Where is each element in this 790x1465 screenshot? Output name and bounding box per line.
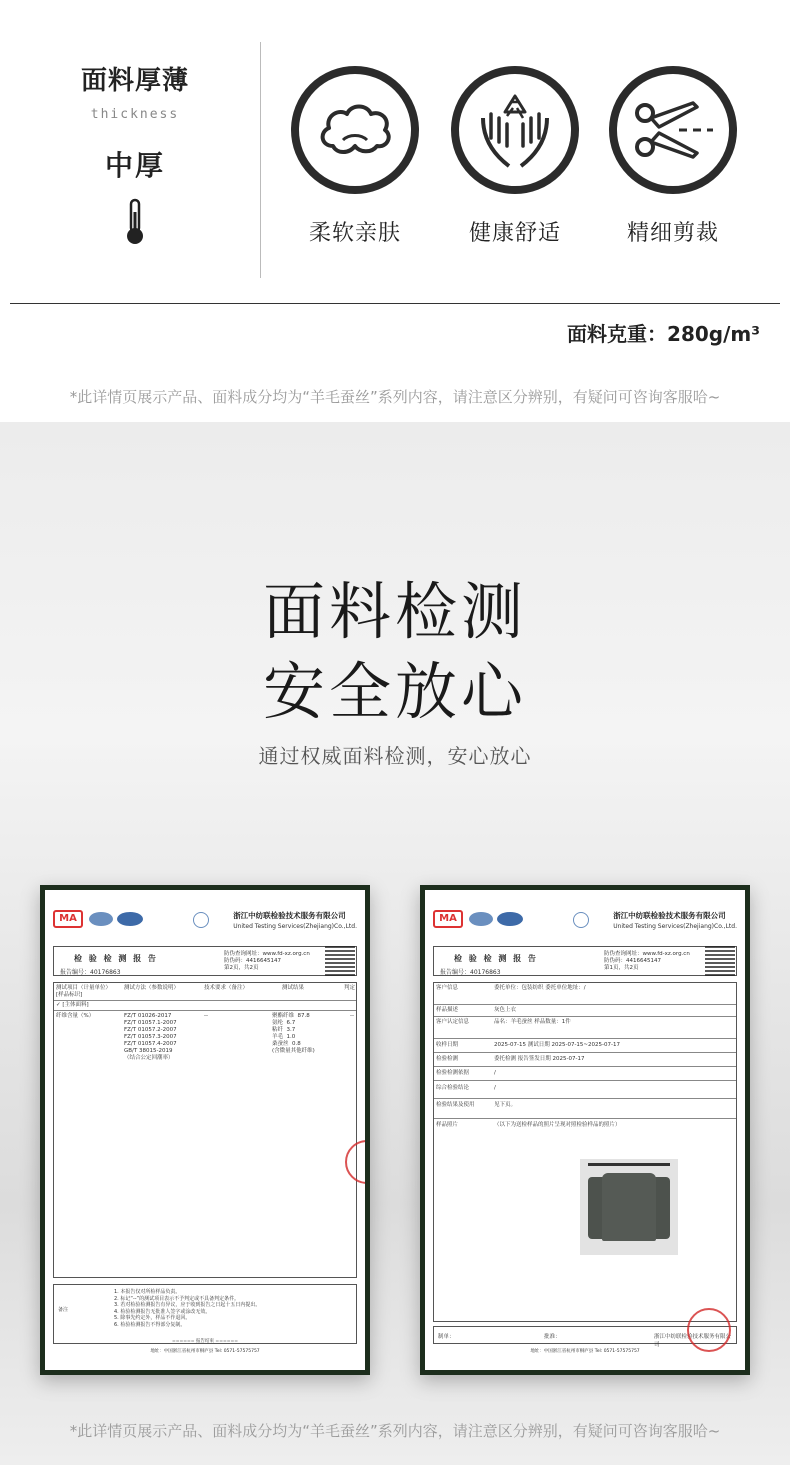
table-row: ✓ [主体面料] xyxy=(54,1001,356,1011)
report-table xyxy=(53,982,357,1278)
headline-line2: 安全放心 xyxy=(262,655,527,728)
table-row: 样品照片 （以下为送检样品的照片呈现对照检验样品的照片） xyxy=(436,1122,621,1128)
cnas-logo xyxy=(497,912,523,926)
feature-label: 柔软亲肤 xyxy=(308,221,401,246)
notice-text: *此详情页展示产品、面料成分均为“羊毛蚕丝”系列内容，请注意区分辨别，有疑问可咨询客服哈~ xyxy=(69,1422,721,1440)
thickness-block xyxy=(55,60,215,246)
vertical-divider xyxy=(260,42,261,278)
report-query: 防伪查询网址：www.fd-xz.org.cn 防伪码：4416645147 第2页，共2页 xyxy=(224,951,310,971)
report-title-box xyxy=(53,946,357,976)
hands-recycle-icon xyxy=(451,66,579,194)
uts-logo-icon xyxy=(193,912,209,928)
feature-label: 健康舒适 xyxy=(468,221,561,246)
ilac-logo xyxy=(469,912,493,926)
headline-subtitle: 通过权威面料检测，安心放心 xyxy=(258,744,532,768)
report-title: 检 验 检 测 报 告 xyxy=(74,954,158,963)
feature-label: 精细剪裁 xyxy=(626,221,719,246)
report-title-box xyxy=(433,946,737,976)
report-header xyxy=(433,910,737,932)
table-row: 收样日期 2025-07-15 测试日期 2025-07-15~2025-07-17 xyxy=(434,1039,736,1053)
qr-code xyxy=(705,944,735,976)
notice-text: *此详情页展示产品、面料成分均为“羊毛蚕丝”系列内容，请注意区分辨别，有疑问可咨询客服哈~ xyxy=(69,388,721,406)
table-row: 检验检测 委托检测 报告签发日期 2025-07-17 xyxy=(434,1053,736,1067)
inspection-section xyxy=(0,422,790,1465)
uts-logo-icon xyxy=(573,912,589,928)
cotton-cloud-icon xyxy=(291,66,419,194)
table-row: 综合检验结论 / xyxy=(434,1081,736,1099)
feature-healthy xyxy=(450,66,580,247)
test-report-page1 xyxy=(420,885,750,1375)
thermometer-icon xyxy=(124,198,146,246)
report-number: 报告编号：40176863 xyxy=(60,969,121,976)
table-row: 纤维含量（%） FZ/T 01026-2017 FZ/T 01057.1-2007 FZ/T 01057.2-2007 FZ/T 01057.3-2007 FZ/T 01057.4-2007 GB/T 38015-2019 （结合公定回潮率） -- 聚酯纤维 87.8 氨纶 6.7 粘纤 3.7 羊毛 1.0 桑蚕丝 0.8 (含微量其他纤维) -- xyxy=(56,1013,354,1061)
signature-row: 制单： 批准： 浙江中纺联检验技术服务有限公司 xyxy=(433,1326,737,1344)
cma-logo: MA xyxy=(433,910,463,928)
report-query: 防伪查询网址：www.fd-xz.org.cn 防伪码：4416645147 第1页，共2页 xyxy=(604,951,690,971)
ilac-logo xyxy=(89,912,113,926)
red-stamp xyxy=(687,1308,731,1352)
company-name: 浙江中纺联检验技术服务有限公司 United Testing Services(Zhejiang)Co.,Ltd. xyxy=(613,911,737,930)
feature-list xyxy=(290,66,770,266)
thickness-title-en: thickness xyxy=(90,107,180,122)
report-footer: 地址：中国浙江省杭州市桐庐县 Tel: 0571-57575757 xyxy=(530,1349,640,1354)
report-remarks: 备注 1. 本报告仅对所检样品负责。 2. 标记“--”的测试项目表示不予判定或不具备判定条件。 3. 若对检验检测报告有异议，应于收到报告之日起十五日内提出。 4. 检验检测报告无批准人签字或涂改无效。 5. 除事先约定外，样品不作退回。 6. 检验检测报告不得部分复制。 xyxy=(53,1284,357,1344)
report-number: 报告编号：40176863 xyxy=(440,969,501,976)
headline-line1: 面料检测 xyxy=(262,575,527,648)
thickness-value: 中厚 xyxy=(104,149,165,182)
sweater-body xyxy=(602,1173,656,1241)
table-row: 样品描述 灰色上衣 xyxy=(434,1005,736,1017)
fabric-weight: 面料克重：280g/m³ xyxy=(567,322,760,346)
feature-soft xyxy=(290,66,420,247)
qr-code xyxy=(325,944,355,976)
report-table xyxy=(433,982,737,1322)
hanger-rack xyxy=(588,1163,670,1166)
table-row: 检验检测依据 / xyxy=(434,1067,736,1081)
report-footer: 地址：中国浙江省杭州市桐庐县 Tel: 0571-57575757 xyxy=(150,1349,260,1354)
table-header-row: 测试项目（计量单位）[样品标识] 测试方法（参数说明） 技术要求（备注） 测试结果 判定 xyxy=(54,983,356,1001)
report-header xyxy=(53,910,357,932)
table-row: 客户认定信息 品名：羊毛蚕丝 样品数量：1件 xyxy=(434,1017,736,1039)
report-title: 检 验 检 测 报 告 xyxy=(454,954,538,963)
cnas-logo xyxy=(117,912,143,926)
horizontal-divider xyxy=(10,303,780,304)
table-row: 检验结果及使用 见下页。 xyxy=(434,1099,736,1119)
thickness-title: 面料厚薄 xyxy=(80,66,189,96)
company-name: 浙江中纺联检验技术服务有限公司 United Testing Services(Zhejiang)Co.,Ltd. xyxy=(233,911,357,930)
scissors-icon xyxy=(609,66,737,194)
test-report-page2 xyxy=(40,885,370,1375)
fabric-info-section xyxy=(0,0,790,440)
sample-photo xyxy=(580,1159,678,1255)
report-end: ====== 报告结束 ====== xyxy=(171,1339,239,1344)
table-row: 客户信息 委托单位：包装纺织 委托单位地址：/ xyxy=(434,983,736,1005)
feature-tailoring xyxy=(608,66,738,247)
cma-logo: MA xyxy=(53,910,83,928)
